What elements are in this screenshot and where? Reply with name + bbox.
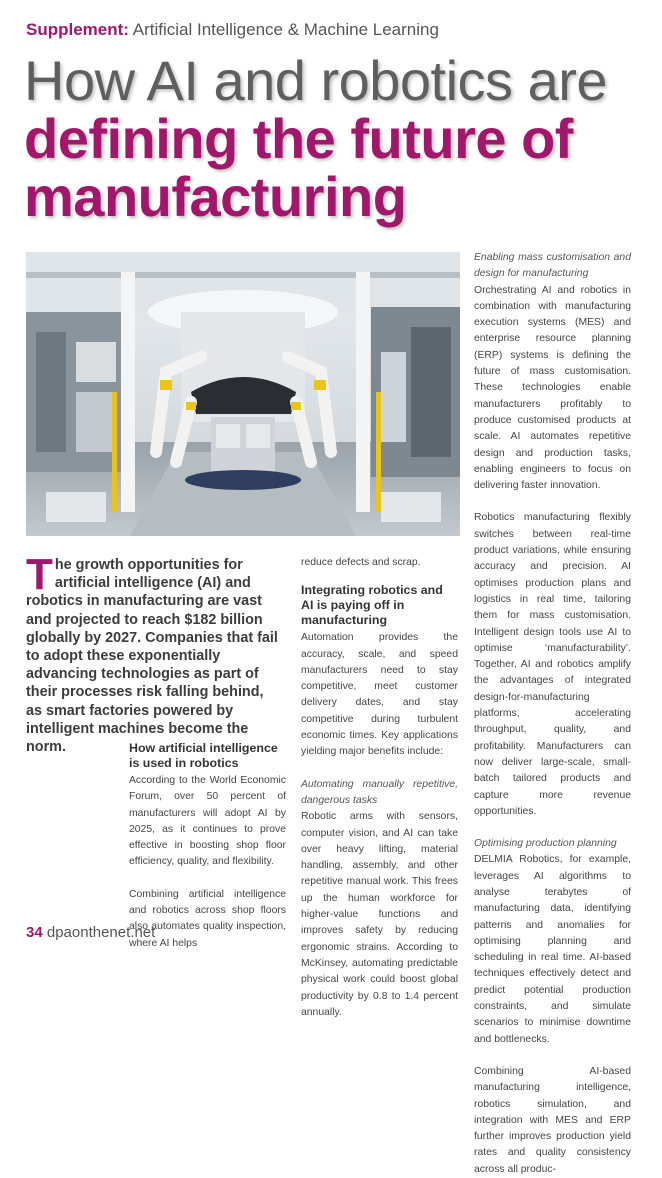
column-2 <box>301 555 458 1021</box>
intro-paragraph <box>26 550 278 756</box>
col3-paragraph-2: Robotics manufacturing flexibly switches between real-time product variations, while ensuring accuracy and precision. AI optimises production plans and logistics in real time, tailoring them for mass customisation. Intelligent design tools use AI to optimise ‘manufacturability’. Together, AI and robotics amplify the advantages of integrated design-for-manufacturing platforms, accelerating throughput, quality, and profitability. Manufacturers can now deliver large-scale, small-batch tailored products and capture more revenue opportunities. <box>474 512 631 817</box>
col3-paragraph-3: DELMIA Robotics, for example, leverages AI algorithms to analyse terabytes of manufacturing data, identifying patterns and anomalies for optimising planning and scheduling in real time. AI-based techniques effectively detect and predict potential production constraints, and simulate scenarios to minimise downtime and bottlenecks. <box>474 854 631 1045</box>
col1-paragraph-1: According to the World Economic Forum, over 50 percent of manufacturers will adopt AI by 2025, as it continues to prove effective in boosting shop floor efficiency, quality, and flexibility. <box>129 775 286 868</box>
column-1 <box>129 741 286 952</box>
robot-cell-illustration <box>26 252 460 536</box>
page-footer <box>26 924 155 941</box>
col2-heading: Integrating robotics and AI is paying off in manufacturing <box>301 583 443 628</box>
column-3 <box>474 250 631 1178</box>
col2-paragraph-2: Robotic arms with sensors, computer vision, and AI can take over heavy lifting, material handling, assembly, and other repetitive manual work. This frees up the human workforce for higher-value functions and improves safety by reducing ergonomic strains. According to McKinsey, automating predictable physical work could boost global productivity by 0.8 to 1.4 percent annually. <box>301 811 458 1018</box>
headline-line-2: defining the future of <box>24 107 573 170</box>
col2-subheading: Automating manually repetitive, dangerous tasks <box>301 778 458 806</box>
col3-paragraph-1: Orchestrating AI and robotics in combination with manufacturing execution systems (MES) and enterprise resource planning (ERP) systems is defining the future of mass customisation. These technologies enable manufacturers profitably to produce customised products at scale. AI automates repetitive design and production tasks, enabling engineers to focus on delivering faster innovation. <box>474 284 631 492</box>
col2-paragraph-0: reduce defects and scrap. <box>301 557 421 568</box>
col2-paragraph-1: Automation provides the accuracy, scale, and speed manufacturers need to stay competitive, meet customer delivery dates, and stay competitive during turbulent economic times. Key applications yielding major benefits include: <box>301 632 458 758</box>
headline <box>24 49 654 228</box>
page-number: 34 <box>26 924 43 941</box>
site-name: dpaonthenet.net <box>46 924 156 941</box>
col3-subheading-2: Optimising production planning <box>474 838 617 850</box>
supplement-header <box>26 20 439 40</box>
factory-robots-photo <box>26 252 460 536</box>
headline-line-3: manufacturing <box>24 165 407 228</box>
col1-paragraph-2: Combining artificial intelligence and robotics across shop floors also automates quality inspection, where AI helps <box>129 888 286 949</box>
col3-subheading-1: Enabling mass customisation and design for manufacturing <box>474 252 631 280</box>
supplement-label: Supplement: <box>26 20 129 39</box>
col3-paragraph-4: Combining AI-based manufacturing intelligence, robotics simulation, and integration with MES and ERP further improves production yield rates and quality consistency across all produc- <box>474 1065 631 1175</box>
headline-line-1: How AI and robotics are <box>24 49 608 112</box>
intro-text: he growth opportunities for artificial intelligence (AI) and robotics in manufacturing are vast and projected to reach $182 billion globally by 2027. Companies that fail to adopt these exponentially advancing technologies as part of their processes risk falling behind, as smart factories powered by intelligent machines become the norm. <box>26 557 278 756</box>
drop-cap: T <box>26 550 53 599</box>
col1-heading: How artificial intelligence is used in robotics <box>129 741 278 770</box>
supplement-topic: Artificial Intelligence & Machine Learning <box>132 20 439 39</box>
